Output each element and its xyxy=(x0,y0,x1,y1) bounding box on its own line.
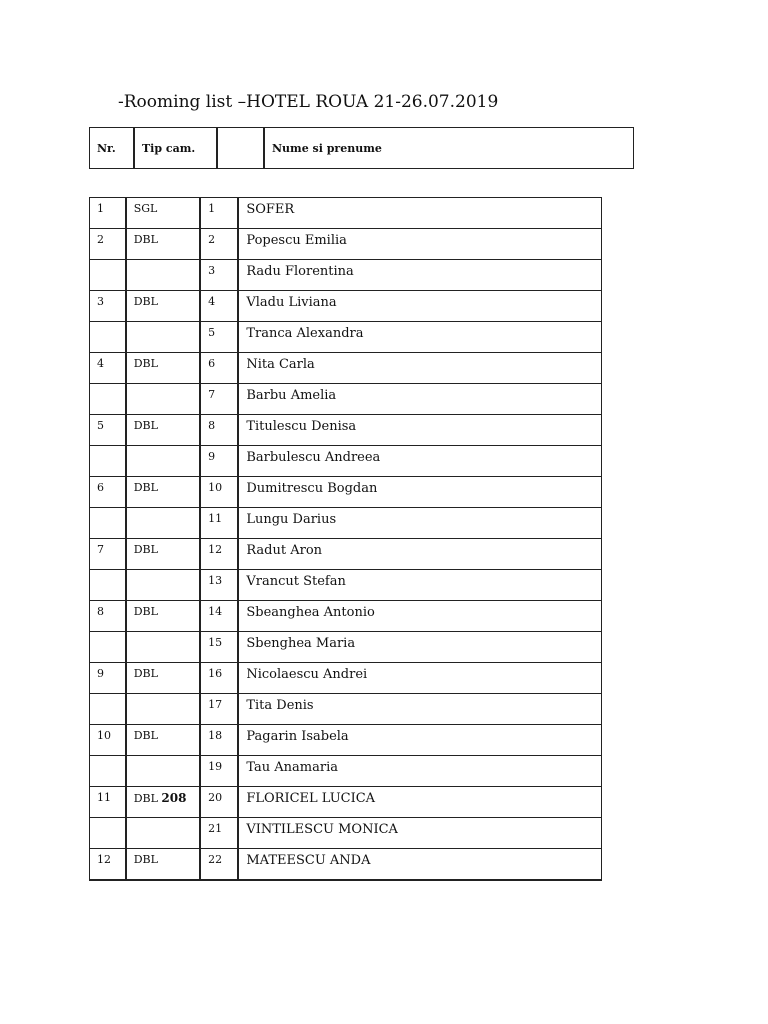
room-type-cell xyxy=(126,198,200,229)
guest-name-cell: FLORICEL LUCICA xyxy=(238,787,601,818)
guest-index-cell: 21 xyxy=(200,818,238,849)
guest-index-cell: 12 xyxy=(200,539,238,570)
room-type-cell xyxy=(126,260,200,291)
table-row xyxy=(90,663,602,694)
guest-name-cell: Barbu Amelia xyxy=(238,384,601,415)
room-type-cell xyxy=(126,849,200,880)
room-number-cell xyxy=(90,818,126,849)
room-type-cell xyxy=(126,787,200,818)
guest-index-cell: 19 xyxy=(200,756,238,787)
guest-name-cell: Sbeanghea Antonio xyxy=(238,601,601,632)
guest-name-cell: Lungu Darius xyxy=(238,508,601,539)
room-type-cell xyxy=(126,725,200,756)
guest-index-cell: 11 xyxy=(200,508,238,539)
room-number-cell xyxy=(90,694,126,725)
guest-name-cell: MATEESCU ANDA xyxy=(238,849,601,880)
room-type-cell xyxy=(126,632,200,663)
guest-index-cell: 13 xyxy=(200,570,238,601)
room-type-cell xyxy=(126,756,200,787)
guest-index-cell: 7 xyxy=(200,384,238,415)
guest-index-cell: 16 xyxy=(200,663,238,694)
room-number-cell: 8 xyxy=(90,601,126,632)
header-table xyxy=(89,127,634,169)
room-type-cell xyxy=(126,384,200,415)
room-number-cell xyxy=(90,756,126,787)
guest-name-cell: Nita Carla xyxy=(238,353,601,384)
guest-index-cell: 8 xyxy=(200,415,238,446)
room-type-label: DBL xyxy=(133,729,158,742)
table-row xyxy=(90,539,602,570)
room-type-label: SGL xyxy=(133,202,158,215)
room-type-cell xyxy=(126,353,200,384)
guest-name-cell: Vladu Liviana xyxy=(238,291,601,322)
table-row xyxy=(90,446,602,477)
guest-index-cell: 4 xyxy=(200,291,238,322)
header-tip-cam: Tip cam. xyxy=(134,128,217,169)
table-row xyxy=(90,787,602,818)
header-nume: Nume si prenume xyxy=(264,128,634,169)
table-row xyxy=(90,694,602,725)
room-number-cell xyxy=(90,632,126,663)
table-row xyxy=(90,477,602,508)
guest-index-cell: 6 xyxy=(200,353,238,384)
room-type-cell xyxy=(126,446,200,477)
room-type-cell xyxy=(126,477,200,508)
table-row xyxy=(90,353,602,384)
document-title: -Rooming list –HOTEL ROUA 21-26.07.2019 xyxy=(118,92,499,112)
room-type-cell xyxy=(126,694,200,725)
room-type-label: DBL xyxy=(133,233,158,246)
guest-index-cell: 9 xyxy=(200,446,238,477)
room-number-cell: 3 xyxy=(90,291,126,322)
table-row xyxy=(90,849,602,880)
table-row xyxy=(90,756,602,787)
header-nr: Nr. xyxy=(90,128,135,169)
table-row xyxy=(90,291,602,322)
table-row xyxy=(90,322,602,353)
guest-name-cell: Titulescu Denisa xyxy=(238,415,601,446)
room-type-cell xyxy=(126,818,200,849)
guest-index-cell: 1 xyxy=(200,198,238,229)
room-number-cell: 10 xyxy=(90,725,126,756)
guest-name-cell: Pagarin Isabela xyxy=(238,725,601,756)
guest-name-cell: Tita Denis xyxy=(238,694,601,725)
table-row xyxy=(90,198,602,229)
guest-index-cell: 3 xyxy=(200,260,238,291)
room-type-cell xyxy=(126,415,200,446)
table-row xyxy=(90,384,602,415)
room-type-extra: 208 xyxy=(161,791,187,805)
room-number-cell: 6 xyxy=(90,477,126,508)
table-row xyxy=(90,818,602,849)
guest-index-cell: 2 xyxy=(200,229,238,260)
room-number-cell: 7 xyxy=(90,539,126,570)
guest-name-cell: Popescu Emilia xyxy=(238,229,601,260)
table-row xyxy=(90,260,602,291)
table-row xyxy=(90,632,602,663)
room-type-cell xyxy=(126,508,200,539)
room-type-label: DBL xyxy=(133,295,158,308)
guest-index-cell: 17 xyxy=(200,694,238,725)
guest-index-cell: 15 xyxy=(200,632,238,663)
guest-index-cell: 22 xyxy=(200,849,238,880)
room-type-label: DBL xyxy=(133,543,158,556)
room-type-label: DBL xyxy=(133,419,158,432)
room-type-label: DBL xyxy=(133,667,158,680)
room-number-cell xyxy=(90,508,126,539)
guest-name-cell: Sbenghea Maria xyxy=(238,632,601,663)
guest-name-cell: Dumitrescu Bogdan xyxy=(238,477,601,508)
guest-name-cell: VINTILESCU MONICA xyxy=(238,818,601,849)
guest-index-cell: 14 xyxy=(200,601,238,632)
rooming-table-body xyxy=(90,198,602,880)
header-row xyxy=(90,128,634,169)
guest-index-cell: 10 xyxy=(200,477,238,508)
table-row xyxy=(90,570,602,601)
guest-name-cell: Nicolaescu Andrei xyxy=(238,663,601,694)
table-row xyxy=(90,415,602,446)
room-type-label: DBL xyxy=(133,792,158,805)
room-type-cell xyxy=(126,570,200,601)
room-type-cell xyxy=(126,663,200,694)
room-number-cell xyxy=(90,384,126,415)
table-row xyxy=(90,725,602,756)
guest-index-cell: 5 xyxy=(200,322,238,353)
guest-index-cell: 20 xyxy=(200,787,238,818)
room-type-cell xyxy=(126,539,200,570)
guest-name-cell: Tranca Alexandra xyxy=(238,322,601,353)
room-number-cell: 11 xyxy=(90,787,126,818)
room-number-cell: 2 xyxy=(90,229,126,260)
room-number-cell: 5 xyxy=(90,415,126,446)
room-type-cell xyxy=(126,229,200,260)
table-row xyxy=(90,229,602,260)
room-number-cell: 4 xyxy=(90,353,126,384)
room-type-label: DBL xyxy=(133,357,158,370)
guest-name-cell: Vrancut Stefan xyxy=(238,570,601,601)
guest-name-cell: Barbulescu Andreea xyxy=(238,446,601,477)
guest-name-cell: Tau Anamaria xyxy=(238,756,601,787)
room-type-label: DBL xyxy=(133,481,158,494)
guest-name-cell: Radu Florentina xyxy=(238,260,601,291)
room-number-cell xyxy=(90,322,126,353)
room-number-cell xyxy=(90,446,126,477)
guest-name-cell: Radut Aron xyxy=(238,539,601,570)
header-index xyxy=(217,128,264,169)
room-number-cell xyxy=(90,570,126,601)
guest-name-cell: SOFER xyxy=(238,198,601,229)
table-row xyxy=(90,508,602,539)
room-type-cell xyxy=(126,322,200,353)
room-number-cell: 1 xyxy=(90,198,126,229)
room-number-cell xyxy=(90,260,126,291)
room-type-cell xyxy=(126,291,200,322)
room-type-label: DBL xyxy=(133,853,158,866)
rooming-table xyxy=(89,197,602,881)
guest-index-cell: 18 xyxy=(200,725,238,756)
room-number-cell: 9 xyxy=(90,663,126,694)
room-type-label: DBL xyxy=(133,605,158,618)
table-row xyxy=(90,601,602,632)
room-type-cell xyxy=(126,601,200,632)
room-number-cell: 12 xyxy=(90,849,126,880)
